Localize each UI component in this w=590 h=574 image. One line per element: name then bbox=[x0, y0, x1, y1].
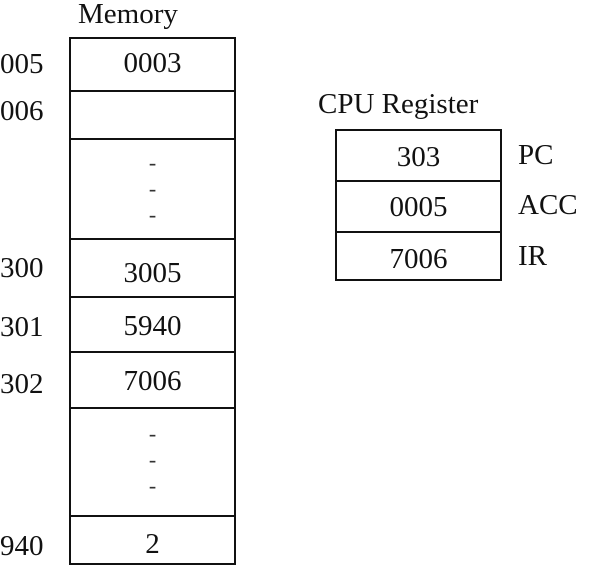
register-name: IR bbox=[518, 240, 547, 272]
memory-table bbox=[69, 37, 236, 565]
memory-address: 005 bbox=[0, 48, 44, 80]
memory-title: Memory bbox=[78, 0, 178, 30]
memory-cell-value: 3005 bbox=[123, 257, 182, 289]
memory-cell bbox=[71, 240, 234, 298]
memory-cell-value: 2 bbox=[145, 528, 160, 560]
ellipsis-marker: - - - bbox=[148, 421, 157, 498]
memory-cell bbox=[71, 92, 234, 140]
register-cell-acc bbox=[337, 182, 500, 233]
register-value: 0005 bbox=[389, 191, 448, 223]
memory-address: 300 bbox=[0, 252, 44, 284]
memory-address: 302 bbox=[0, 368, 44, 400]
memory-ellipsis-cell bbox=[71, 409, 234, 517]
register-value: 303 bbox=[396, 141, 441, 173]
memory-cell bbox=[71, 39, 234, 92]
register-name: PC bbox=[518, 139, 554, 171]
memory-cell bbox=[71, 517, 234, 565]
cpu-register-table bbox=[335, 129, 502, 281]
memory-ellipsis-cell bbox=[71, 140, 234, 240]
register-cell-pc bbox=[337, 131, 500, 182]
memory-address: 940 bbox=[0, 530, 44, 562]
memory-address: 301 bbox=[0, 311, 44, 343]
ellipsis-marker: - - - bbox=[148, 150, 157, 227]
register-value: 7006 bbox=[389, 243, 448, 275]
memory-address: 006 bbox=[0, 95, 44, 127]
memory-cell-value: 0003 bbox=[123, 47, 182, 79]
memory-cell-value: 7006 bbox=[123, 365, 182, 397]
cpu-register-title: CPU Register bbox=[318, 88, 479, 120]
memory-cell-value: 5940 bbox=[123, 310, 182, 342]
register-cell-ir bbox=[337, 233, 500, 281]
memory-cell bbox=[71, 298, 234, 353]
memory-cell bbox=[71, 353, 234, 409]
register-name: ACC bbox=[518, 189, 578, 221]
